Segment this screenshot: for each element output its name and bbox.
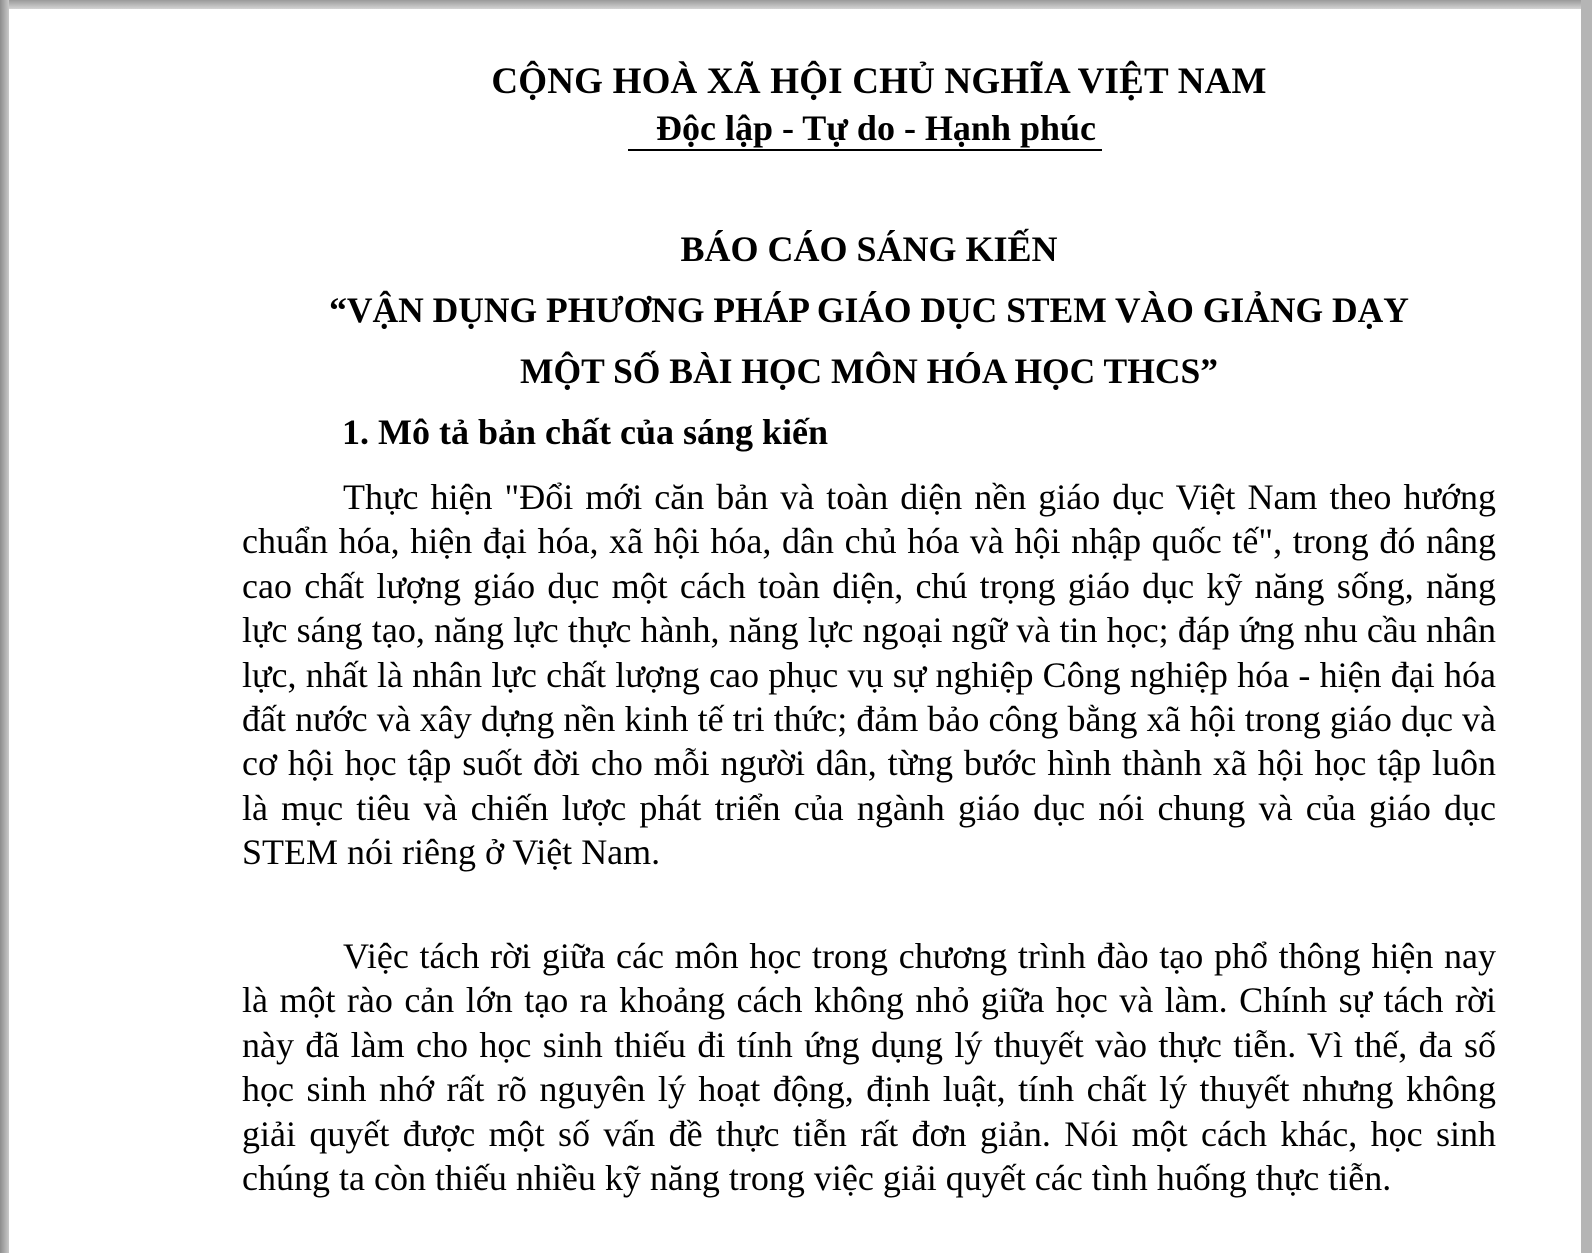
window-frame-right — [1581, 0, 1592, 1253]
window-frame-left — [0, 0, 9, 1253]
national-name: CỘNG HOÀ XÃ HỘI CHỦ NGHĨA VIỆT NAM — [491, 61, 1267, 102]
report-title-line-2: MỘT SỐ BÀI HỌC MÔN HÓA HỌC THCS” — [520, 351, 1218, 391]
section-heading: 1. Mô tả bản chất của sáng kiến — [342, 412, 829, 452]
window-frame-top — [0, 0, 1592, 9]
national-motto: Độc lập - Tự do - Hạnh phúc — [655, 108, 1097, 148]
report-title-line-1: “VẬN DỤNG PHƯƠNG PHÁP GIÁO DỤC STEM VÀO GIẢNG DẠY — [329, 290, 1409, 330]
body-paragraph-1: Thực hiện "Đổi mới căn bản và toàn diện nền giáo dục Việt Nam theo hướng chuẩn hóa, hiện đại hóa, xã hội hóa, dân chủ hóa và hội nhập quốc tế", trong đó nâng cao chất lượng giáo dục một cách toàn diện, chú trọng giáo dục kỹ năng sống, năng lực sáng tạo, năng lực thực hành, năng lực ngoại ngữ và tin học; đáp ứng nhu cầu nhân lực, nhất là nhân lực chất lượng cao phục vụ sự nghiệp Công nghiệp hóa - hiện đại hóa đất nước và xây dựng nền kinh tế tri thức; đảm bảo công bằng xã hội trong giáo dục và cơ hội học tập suốt đời cho mỗi người dân, từng bước hình thành xã hội học tập luôn là mục tiêu và chiến lược phát triển của ngành giáo dục nói chung và của giáo dục STEM nói riêng ở Việt Nam. — [242, 477, 1496, 873]
body-paragraph-2: Việc tách rời giữa các môn học trong chương trình đào tạo phổ thông hiện nay là một rào cản lớn tạo ra khoảng cách không nhỏ giữa học và làm. Chính sự tách rời này đã làm cho học sinh thiếu đi tính ứng dụng lý thuyết vào thực tiễn. Vì thế, đa số học sinh nhớ rất rõ nguyên lý hoạt động, định luật, tính chất lý thuyết nhưng không giải quyết được một số vấn đề thực tiễn rất đơn giản. Nói một cách khác, học sinh chúng ta còn thiếu nhiều kỹ năng trong việc giải quyết các tình huống thực tiễn. — [242, 936, 1496, 1199]
report-label: BÁO CÁO SÁNG KIẾN — [680, 229, 1058, 269]
motto-underline — [628, 149, 1102, 151]
document-page — [9, 9, 1581, 1253]
